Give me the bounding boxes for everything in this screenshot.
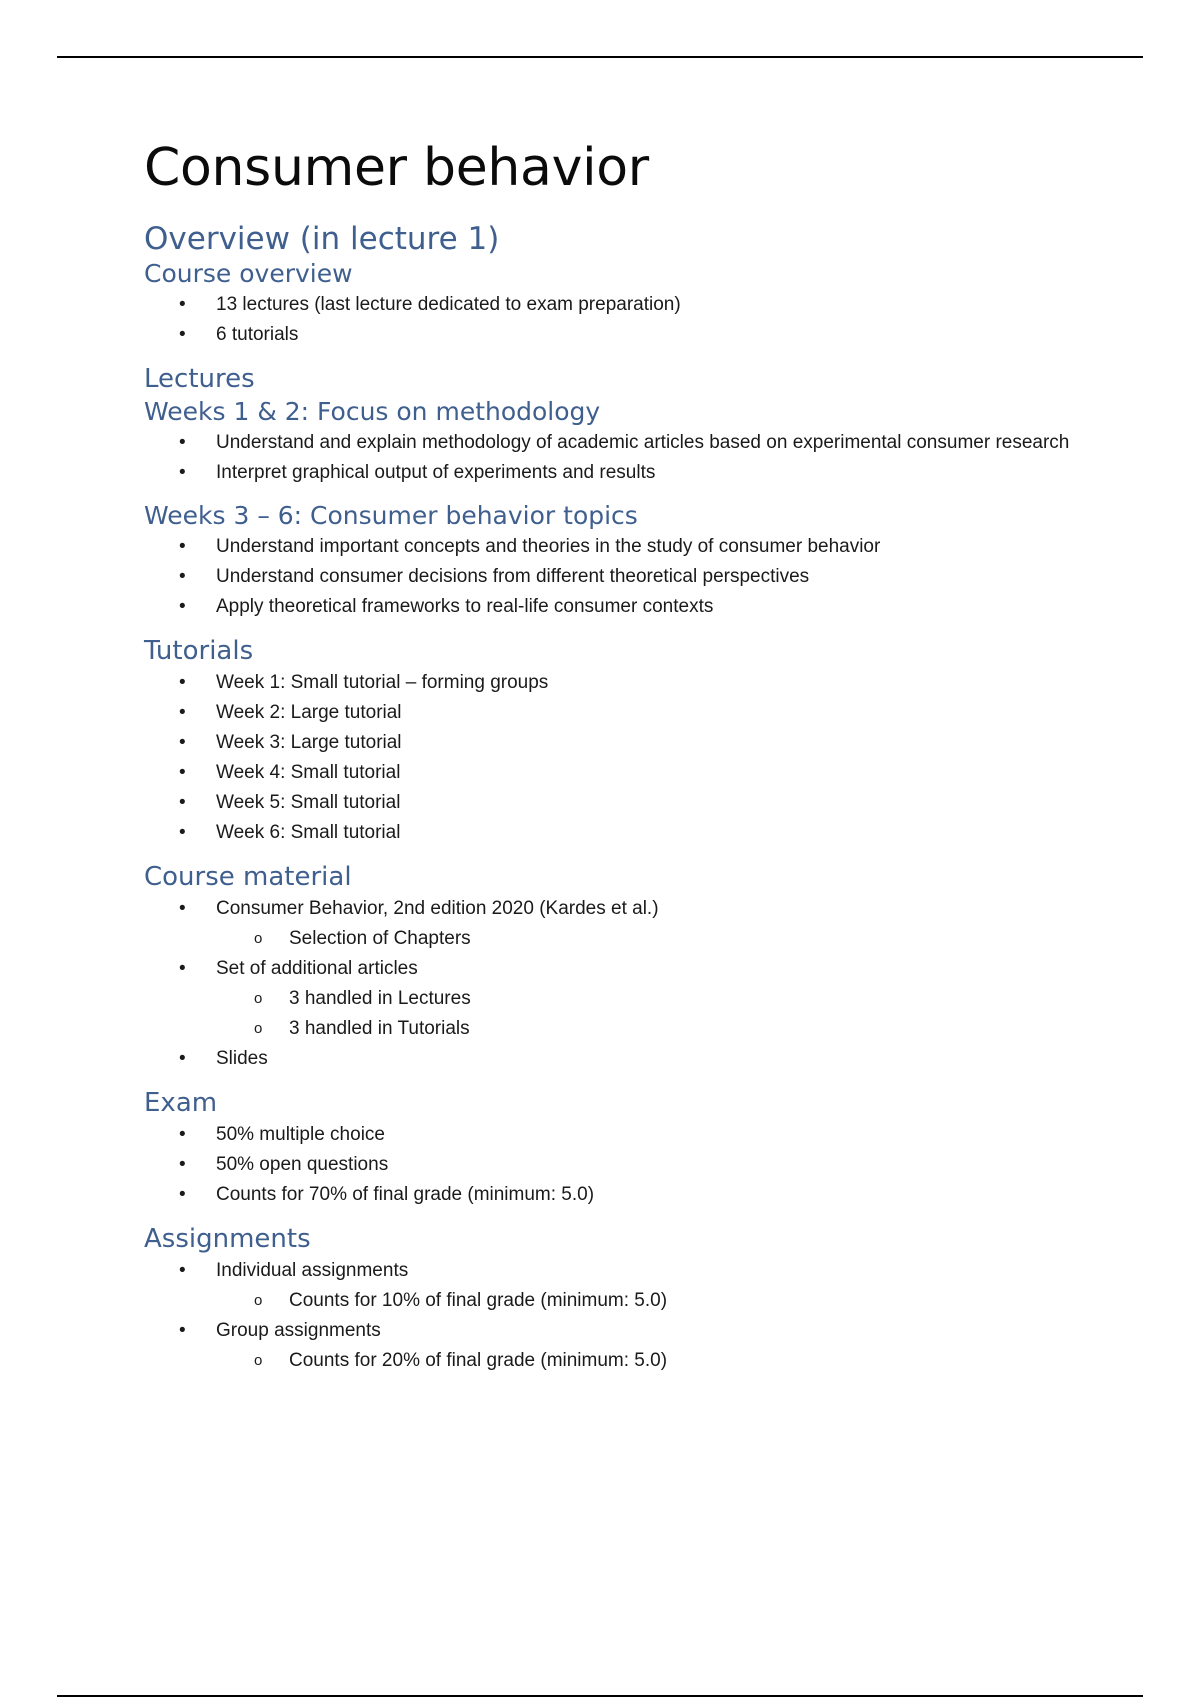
- sub-list: [216, 1348, 1084, 1374]
- course-material-list: [144, 896, 1084, 1072]
- document-page: [144, 136, 1084, 1378]
- list-item: • Understand important concepts and theories in the study of consumer behavior: [216, 534, 1084, 560]
- bullet-icon: •: [179, 1124, 186, 1145]
- list-item: • Slides: [216, 1046, 1084, 1072]
- list-item: • Week 2: Large tutorial: [216, 700, 1084, 726]
- sub-list-item: o Counts for 10% of final grade (minimum: 5.0): [289, 1288, 1084, 1314]
- bullet-icon: •: [179, 596, 186, 617]
- bullet-icon: •: [179, 462, 186, 483]
- bullet-icon: •: [179, 1184, 186, 1205]
- exam-heading: Exam: [144, 1088, 218, 1118]
- bullet-icon: •: [179, 732, 186, 753]
- bullet-icon: •: [179, 1154, 186, 1175]
- tutorials-heading: Tutorials: [144, 636, 254, 666]
- sub-list-item: o 3 handled in Tutorials: [289, 1016, 1084, 1042]
- list-item: • 6 tutorials: [216, 322, 1084, 348]
- bullet-icon: •: [179, 294, 186, 315]
- circle-bullet-icon: o: [254, 1352, 263, 1369]
- assignments-list: [144, 1258, 1084, 1374]
- assignments-heading: Assignments: [144, 1224, 311, 1254]
- list-item: • 50% multiple choice: [216, 1122, 1084, 1148]
- bullet-icon: •: [179, 822, 186, 843]
- sub-list-item: o Counts for 20% of final grade (minimum: 5.0): [289, 1348, 1084, 1374]
- list-item: • Week 6: Small tutorial: [216, 820, 1084, 846]
- circle-bullet-icon: o: [254, 1292, 263, 1309]
- bullet-icon: •: [179, 324, 186, 345]
- bullet-icon: •: [179, 898, 186, 919]
- sub-list: [216, 986, 1084, 1042]
- bullet-icon: •: [179, 958, 186, 979]
- bullet-icon: •: [179, 566, 186, 587]
- exam-list: [144, 1122, 1084, 1208]
- bullet-icon: •: [179, 672, 186, 693]
- list-item: • Understand consumer decisions from different theoretical perspectives: [216, 564, 1084, 590]
- document-title: Consumer behavior: [144, 138, 649, 198]
- list-item: • Apply theoretical frameworks to real-life consumer contexts: [216, 594, 1084, 620]
- bullet-icon: •: [179, 536, 186, 557]
- bullet-icon: •: [179, 1048, 186, 1069]
- header-rule: [57, 56, 1143, 58]
- weeks-1-2-list: [144, 430, 1084, 486]
- weeks-1-2-heading: Weeks 1 & 2: Focus on methodology: [144, 397, 601, 426]
- footer-rule: [57, 1695, 1143, 1697]
- lectures-heading: Lectures: [144, 364, 255, 394]
- circle-bullet-icon: o: [254, 930, 263, 947]
- bullet-icon: •: [179, 792, 186, 813]
- list-item: • Understand and explain methodology of academic articles based on experimental consumer research: [216, 430, 1084, 456]
- bullet-icon: •: [179, 1260, 186, 1281]
- bullet-icon: •: [179, 702, 186, 723]
- list-item: • Interpret graphical output of experiments and results: [216, 460, 1084, 486]
- list-item: • Group assignments o Counts for 20% of final grade (minimum: 5.0): [216, 1318, 1084, 1374]
- bullet-icon: •: [179, 432, 186, 453]
- list-item: • Consumer Behavior, 2nd edition 2020 (Kardes et al.) o Selection of Chapters: [216, 896, 1084, 952]
- list-item: • Week 1: Small tutorial – forming groups: [216, 670, 1084, 696]
- course-material-heading: Course material: [144, 862, 352, 892]
- list-item: • Week 5: Small tutorial: [216, 790, 1084, 816]
- weeks-3-6-list: [144, 534, 1084, 620]
- sub-list: [216, 1288, 1084, 1314]
- course-overview-heading: Course overview: [144, 259, 353, 288]
- sub-list-item: o 3 handled in Lectures: [289, 986, 1084, 1012]
- sub-list: [216, 926, 1084, 952]
- overview-heading: Overview (in lecture 1): [144, 221, 500, 257]
- list-item: • 50% open questions: [216, 1152, 1084, 1178]
- circle-bullet-icon: o: [254, 990, 263, 1007]
- list-item: • Individual assignments o Counts for 10% of final grade (minimum: 5.0): [216, 1258, 1084, 1314]
- list-item: • Week 3: Large tutorial: [216, 730, 1084, 756]
- circle-bullet-icon: o: [254, 1020, 263, 1037]
- bullet-icon: •: [179, 762, 186, 783]
- list-item: • Set of additional articles o 3 handled in Lectures o 3 handled in Tutorials: [216, 956, 1084, 1042]
- list-item: • Week 4: Small tutorial: [216, 760, 1084, 786]
- bullet-icon: •: [179, 1320, 186, 1341]
- weeks-3-6-heading: Weeks 3 – 6: Consumer behavior topics: [144, 501, 638, 530]
- sub-list-item: o Selection of Chapters: [289, 926, 1084, 952]
- course-overview-list: [144, 292, 1084, 348]
- list-item: • Counts for 70% of final grade (minimum: 5.0): [216, 1182, 1084, 1208]
- tutorials-list: [144, 670, 1084, 846]
- list-item: • 13 lectures (last lecture dedicated to exam preparation): [216, 292, 1084, 318]
